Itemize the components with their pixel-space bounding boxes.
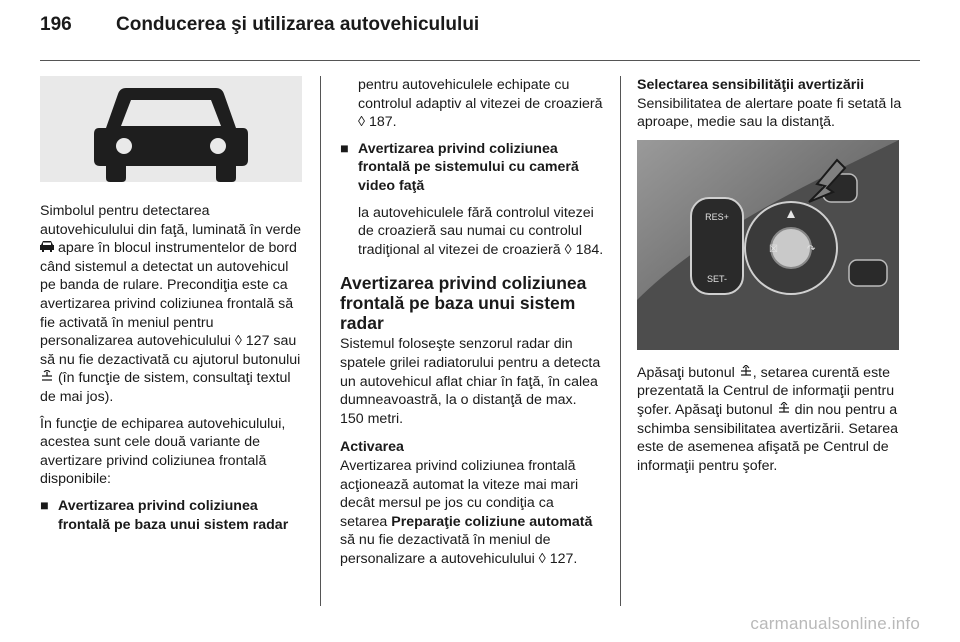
activare-ref: 127. (549, 550, 578, 567)
front-car-icon (40, 76, 302, 182)
col1-para1-c: sau să nu fie dezactivată cu ajutorul butonului (40, 333, 301, 368)
page-title: Conducerea şi utilizarea autovehiculului (116, 14, 480, 35)
section-heading: Avertizarea privind coliziunea frontală pe baza unui sistem radar (340, 273, 587, 334)
col1-para1-b: apare în blocul instrumentelor de bord când sistemul a detectat un autovehicul pe banda de rulare. Precondiţia este ca avertizarea privind coliziunea frontală să fie activată în meniul pentru personalizarea autovehiculului (40, 240, 297, 350)
column-3 (637, 76, 903, 483)
col3-para2-b: , setarea curentă este prezentată la Centrul de informaţii pentru şofer. Apăsaţi butonul (637, 364, 895, 418)
bullet-2-text: Avertizarea privind coliziunea frontală pe sistemului cu cameră video faţă (358, 140, 579, 194)
res-label: RES+ (705, 211, 729, 222)
col2-cont-ref: 187. (368, 114, 397, 131)
col1-para2: În funcţie de echiparea autovehiculului, acestea sunt cele două variante de avertizare privind coliziunea frontală disponibile: (40, 415, 286, 488)
page-header (40, 14, 479, 36)
ref-arrow: ◊ (234, 333, 242, 350)
col2-para-radar: Sistemul foloseşte senzorul radar din spatele grilei radiatorului pentru a detecta un autovehicul aflat chiar în faţă, în calea dumneavoastră, la o distanţă de max. 150 metri. (340, 336, 601, 427)
column-divider-1 (320, 76, 321, 606)
steering-wheel-photo (637, 140, 899, 350)
svg-text:↷: ↷ (807, 243, 816, 255)
col1-para1-d: (în funcţie de sistem, consultaţi textul de mai jos). (40, 370, 291, 405)
column-1 (40, 76, 306, 542)
ref-arrow: ◊ (564, 241, 572, 258)
col1-para1-ref1: 127 (245, 333, 270, 350)
forward-collision-button-icon (40, 369, 54, 388)
col3-para1: Sensibilitatea de alertare poate fi setată la aproape, medie sau la distanţă. (637, 95, 902, 131)
bullet-2 (340, 140, 604, 196)
activare-setting: Preparaţie coliziune automată (391, 513, 593, 530)
page-number: 196 (40, 14, 72, 35)
col2-bullet2-desc: la autovehiculele fără controlul vitezei de croazieră sau numai cu controlul tradiţional al vitezei de croazieră (358, 204, 594, 258)
sensitivity-button-icon (739, 364, 753, 383)
bullet-1-text: Avertizarea privind coliziunea frontală pe baza unui sistem radar (58, 497, 289, 533)
column-2 (340, 76, 604, 576)
col3-title: Selectarea sensibilităţii avertizării (637, 77, 865, 93)
car-front-svg (40, 76, 302, 182)
activare-title: Activarea (340, 439, 404, 456)
col3-para2-c: din nou pentru a schimba sensibilitatea avertizării. Setarea este de asemenea afişată pe Centrul de informaţii pentru şofer. (637, 401, 899, 474)
bullet-1 (40, 497, 306, 534)
sensitivity-button-icon (777, 401, 791, 420)
ref-arrow: ◊ (538, 550, 546, 567)
activare-a: Avertizarea privind coliziunea frontală acţionează automat la viteze mai mari decât mersul pe jos cu condiţia ca setarea (340, 457, 579, 530)
svg-text:☒: ☒ (769, 243, 778, 255)
set-label: SET- (706, 273, 728, 284)
col1-para1-a: Simbolul pentru detectarea autovehiculului din faţă, luminată în verde (40, 203, 302, 238)
col3-para2-a: Apăsaţi butonul (637, 364, 735, 381)
steering-wheel-svg (637, 140, 899, 350)
watermark: carmanualsonline.info (750, 614, 920, 633)
activare-b: să nu fie dezactivată în meniul de personalizare a autovehiculului (340, 532, 551, 567)
bullet-2-marker: ■ (340, 140, 349, 157)
bullet-1-marker: ■ (40, 497, 49, 514)
col2-cont-a: pentru autovehiculele echipate cu controlul adaptiv al vitezei de croazieră (358, 77, 603, 112)
ref-arrow: ◊ (358, 114, 366, 131)
col2-bullet2-ref: 184. (575, 241, 604, 258)
column-divider-2 (620, 76, 621, 606)
car-icon (40, 239, 54, 258)
header-rule (40, 60, 920, 61)
